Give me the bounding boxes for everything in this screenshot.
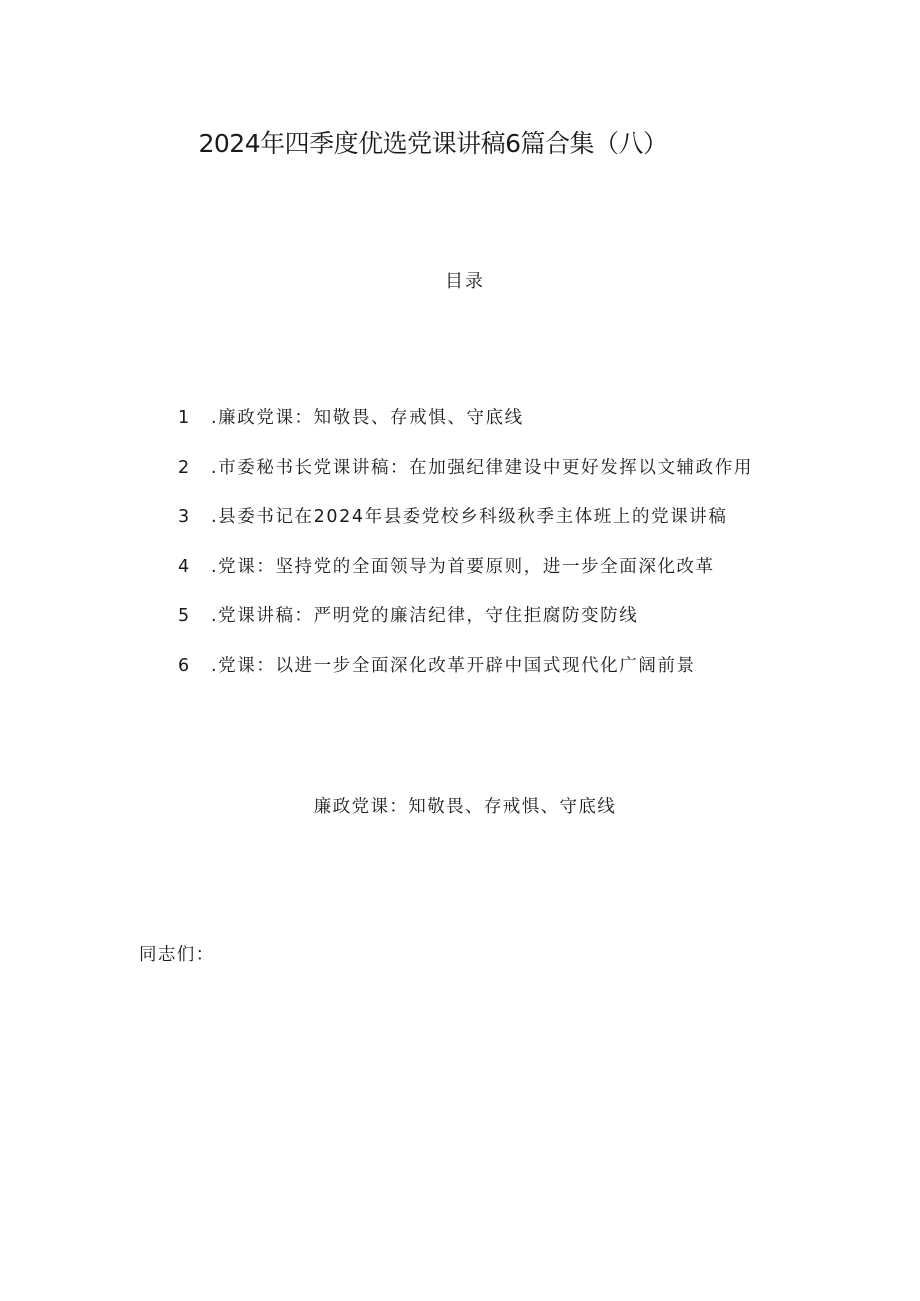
toc-item-text: .党课：以进一步全面深化改革开辟中国式现代化广阔前景 xyxy=(211,655,696,676)
toc-item xyxy=(178,455,753,505)
toc-item-number: 2 xyxy=(178,457,191,478)
toc-item-text: .市委秘书长党课讲稿：在加强纪律建设中更好发挥以文辅政作用 xyxy=(211,457,753,478)
toc-item-number: 3 xyxy=(178,507,191,527)
toc-item-number: 4 xyxy=(178,556,191,577)
toc-item xyxy=(178,554,753,604)
table-of-contents xyxy=(178,405,753,702)
toc-item-text: .县委书记在2024年县委党校乡科级秋季主体班上的党课讲稿 xyxy=(211,507,728,527)
toc-item-text: .廉政党课：知敬畏、存戒惧、守底线 xyxy=(211,408,524,428)
toc-item-text: .党课：坚持党的全面领导为首要原则，进一步全面深化改革 xyxy=(211,556,715,577)
toc-item-number: 1 xyxy=(178,408,191,428)
toc-item xyxy=(178,603,753,653)
section-title: 廉政党课：知敬畏、存戒惧、守底线 xyxy=(313,797,617,817)
salutation: 同志们： xyxy=(139,945,215,965)
toc-item xyxy=(178,405,753,455)
toc-heading: 目录 xyxy=(445,271,485,292)
toc-item xyxy=(178,504,753,554)
toc-item-number: 5 xyxy=(178,606,191,626)
toc-item xyxy=(178,653,753,703)
document-title: 2024年四季度优选党课讲稿6篇合集（八） xyxy=(198,129,668,158)
toc-item-text: .党课讲稿：严明党的廉洁纪律，守住拒腐防变防线 xyxy=(211,606,639,626)
toc-item-number: 6 xyxy=(178,655,191,676)
